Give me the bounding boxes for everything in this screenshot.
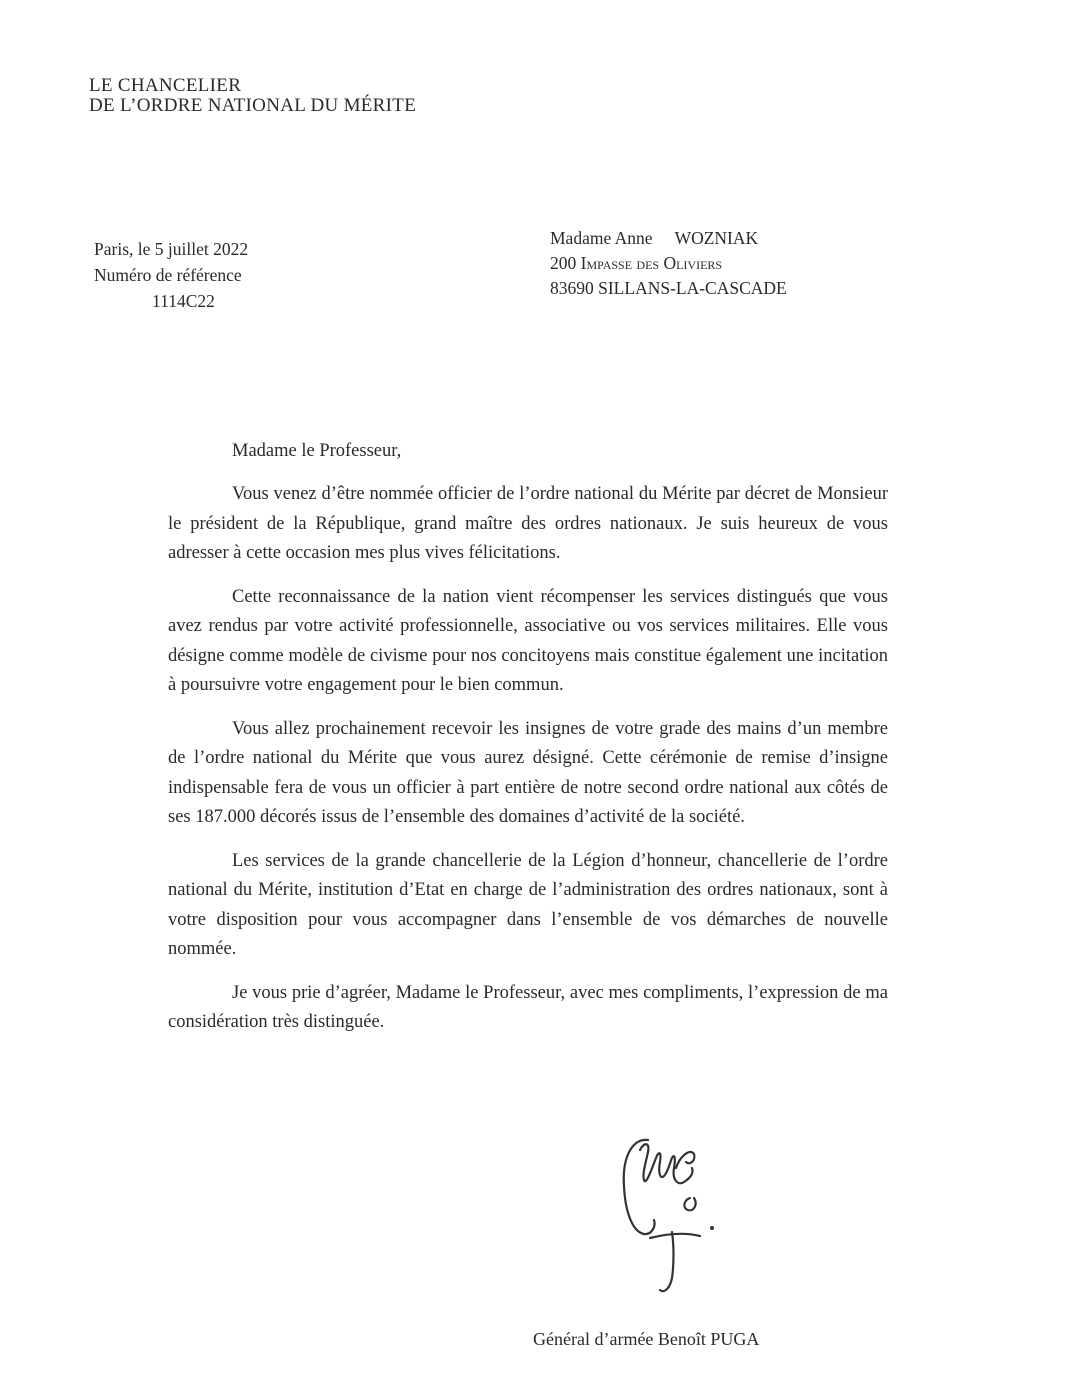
paragraph-4: Les services de la grande chancellerie de la Légion d’honneur, chancellerie de l’ordre national du Mérite, institution d’Etat en charge de l’administration des ordres nationaux, sont à votre disposition pour vous accompagner dans l’ensemble de vos démarches de nouvelle nommée. [168,850,888,959]
recipient-title: Madame [550,228,612,248]
letterhead [89,76,416,116]
reference-label: Numéro de référence [94,265,242,285]
paragraph-5: Je vous prie d’agréer, Madame le Professeur, avec mes compliments, l’expression de ma considération très distinguée. [168,982,888,1032]
letter-body [168,480,888,1052]
recipient-first-name: Anne [614,228,653,248]
recipient-address [550,226,787,301]
letterhead-line-1: LE CHANCELIER [89,75,242,96]
letterhead-line-2: DE L’ORDRE NATIONAL DU MÉRITE [89,95,417,116]
reference-number: 1114C22 [152,291,215,311]
recipient-last-name: WOZNIAK [674,228,759,248]
salutation: Madame le Professeur, [232,441,402,461]
paragraph-1: Vous venez d’être nommée officier de l’ordre national du Mérite par décret de Monsieur le président de la République, grand maître des ordres nationaux. Je suis heureux de vous adresser à cette occasion mes plus vives félicitations. [168,484,888,563]
signer-name: Général d’armée Benoît PUGA [533,1329,760,1349]
date-line: Paris, le 5 juillet 2022 [94,239,249,259]
paragraph-3: Vous allez prochainement recevoir les insignes de votre grade des mains d’un membre de l’ordre national du Mérite que vous aurez désigné. Cette cérémonie de remise d’insigne indispensable fera de vous un officier à part entière de notre second ordre national aux côtés de ses 187.000 décorés issus de l’ensemble des domaines d’activité de la société. [168,718,888,827]
handwritten-signature [610,1128,730,1298]
recipient-name [550,226,787,251]
recipient-city: 83690 SILLANS-LA-CASCADE [550,278,787,298]
paragraph-2: Cette reconnaissance de la nation vient récompenser les services distingués que vous avez rendus par votre activité professionnelle, associative ou vos services militaires. Elle vous désigne comme modèle de civisme pour nos concitoyens mais constitue également une incitation à poursuivre votre engagement pour le bien commun. [168,586,888,695]
place-date-block [94,236,248,314]
recipient-street: 200 Impasse des Oliviers [550,253,723,273]
signature-icon [610,1128,730,1298]
